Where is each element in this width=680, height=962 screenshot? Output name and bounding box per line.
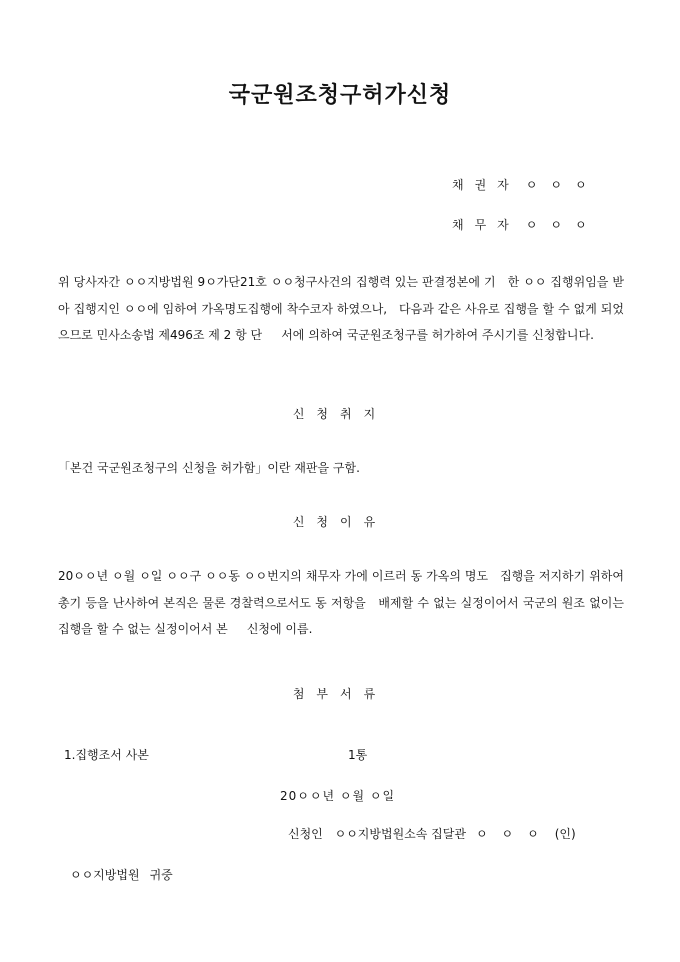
- attachment-item-quantity: 1통: [348, 748, 368, 762]
- applicant-affiliation: ㅇㅇ지방법원소속 집달관: [334, 827, 466, 841]
- reason-paragraph: 20ㅇㅇ년 ㅇ월 ㅇ일 ㅇㅇ구 ㅇㅇ동 ㅇㅇ번지의 채무자 가에 이르러 동 가옥의 명도 집행을 저지하기 위하여 총기 등을 난사하여 본직은 물론 경찰력으로서도 동 저항을 배제할 수 없는 실정이어서 국군의 원조 없이는 집행을 할 수 없는 실정이어서 본 신청에 이름.: [58, 569, 628, 636]
- document-date: 20ㅇㅇ년 ㅇ월 ㅇ일: [280, 789, 396, 803]
- document-title: 국군원조청구허가신청: [228, 82, 452, 108]
- debtor-line: [452, 216, 600, 233]
- applicant-line: [288, 825, 576, 842]
- addressee-court: ㅇㅇ지방법원: [70, 868, 140, 882]
- applicant-name: ㅇㅇㅇ: [475, 827, 553, 841]
- addressee: [70, 866, 173, 883]
- reason-heading: 신청이유: [292, 515, 388, 529]
- intro-paragraph: 위 당사자간 ㅇㅇ지방법원 9ㅇ가단21호 ㅇㅇ청구사건의 집행력 있는 판결정본에 기 한 ㅇㅇ 집행위임을 받아 집행지인 ㅇㅇ에 임하여 가옥명도집행에 착수코자 하였으나, 다음과 같은 사유로 집행을 할 수 없게 되었으므로 민사소송법 제496조 제 2 항 단 서에 의하여 국군원조청구를 허가하여 주시기를 신청합니다.: [58, 275, 624, 342]
- creditor-label: 채권자: [452, 178, 520, 192]
- debtor-label: 채무자: [452, 218, 520, 232]
- applicant-label: 신청인: [288, 827, 323, 841]
- purpose-text: 「본건 국군원조청구의 신청을 허가함」이란 재판을 구함.: [58, 461, 360, 475]
- purpose-heading: 신청취지: [292, 407, 388, 421]
- attachment-item-name: 1.집행조서 사본: [64, 748, 149, 762]
- creditor-name: ㅇㅇㅇ: [525, 178, 600, 192]
- debtor-name: ㅇㅇㅇ: [525, 218, 600, 232]
- attachments-heading: 첨부서류: [292, 687, 388, 701]
- creditor-line: [452, 176, 600, 193]
- addressee-honorific: 귀중: [149, 868, 173, 882]
- applicant-seal: (인): [554, 827, 576, 841]
